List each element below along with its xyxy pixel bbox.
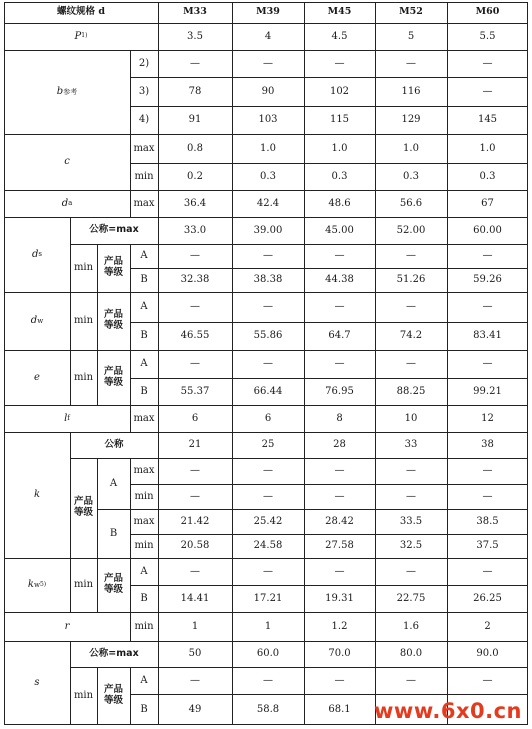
dw-a-value: — (263, 301, 273, 313)
table-rule (130, 292, 131, 350)
table-rule (130, 667, 131, 725)
ds-min-label: min (73, 262, 94, 274)
k-nominal-value: 38 (481, 439, 494, 451)
s-b-value: 58.8 (256, 703, 280, 715)
k-nominal-value: 33 (404, 439, 418, 451)
e-label-symbol: e (34, 371, 40, 383)
r-label (4, 612, 130, 641)
pitch-value: 4 (264, 30, 272, 42)
kw-a-value: — (406, 565, 416, 577)
e-grade-bottom: 等级 (103, 376, 123, 388)
table-rule (70, 292, 71, 350)
s-grade-b: B (140, 703, 148, 715)
table-rule (97, 667, 98, 725)
e-b-value: 55.37 (180, 385, 210, 397)
e-a-value: — (263, 358, 273, 370)
lf-label (4, 405, 130, 432)
c-min-value: 0.3 (260, 170, 276, 182)
s-a-value: — (406, 674, 416, 686)
e-a-value: — (406, 358, 416, 370)
ds-nominal-value: 33.0 (183, 224, 207, 236)
k-a-min-value: — (263, 490, 273, 502)
kw-grade-b: B (140, 592, 148, 604)
table-rule (70, 458, 528, 459)
b-length-value: 78 (188, 85, 202, 97)
table-rule (4, 23, 528, 24)
table-rule (97, 292, 98, 350)
table-rule (232, 2, 233, 725)
table-rule (4, 558, 528, 559)
table-rule (527, 2, 528, 725)
c-min-value: 0.3 (479, 170, 496, 182)
lf-label-symbol: l (64, 412, 68, 424)
table-rule (130, 77, 528, 78)
b-length-value: — (263, 57, 273, 69)
table-rule (4, 350, 528, 351)
site-watermark: www.6x0.cn (374, 699, 522, 723)
k-limit-label: max (133, 465, 155, 477)
k-grade-a: A (109, 477, 118, 489)
c-max-value: 0.8 (187, 142, 203, 154)
kw-a-value: — (334, 565, 345, 577)
ds-label-subscript: s (38, 250, 42, 259)
kw-grade (97, 558, 130, 612)
dw-a-value: — (334, 301, 345, 313)
k-label (4, 432, 70, 558)
dw-min-label: min (73, 315, 94, 327)
c-min-value: 0.3 (331, 170, 348, 182)
table-rule (4, 405, 528, 406)
b-length-value: — (482, 85, 493, 97)
lf-max-value: 6 (191, 412, 199, 424)
e-grade (97, 350, 130, 405)
da-max-value: 67 (481, 197, 494, 209)
ds-nominal-value: 45.00 (325, 224, 354, 236)
e-grade-b: B (140, 385, 148, 397)
pitch-value: 5 (407, 30, 415, 42)
lf-max-label: max (133, 412, 155, 424)
table-rule (70, 244, 528, 245)
r-min-value: 1.2 (331, 620, 348, 632)
s-nominal-value: 50 (188, 648, 202, 660)
k-b-max-value: 28.42 (325, 515, 354, 527)
ds-grade-bottom: 等级 (103, 267, 123, 278)
table-rule (130, 378, 528, 379)
k-b-max-value: 21.42 (180, 515, 210, 527)
table-rule (97, 244, 98, 292)
table-rule (70, 432, 71, 558)
k-a-max-value: — (190, 465, 200, 477)
table-rule (130, 190, 131, 217)
table-rule (130, 534, 528, 535)
s-a-value: — (334, 674, 345, 686)
kw-grade-top: 产品 (103, 573, 123, 585)
dw-grade-a: A (140, 301, 148, 313)
b-ref-label-symbol: b (56, 86, 64, 98)
bolt-dimension-table (4, 2, 528, 725)
ds-grade-top: 产品 (103, 256, 123, 268)
e-label (4, 350, 70, 405)
pitch-label-symbol: P (74, 30, 82, 42)
ds-grade-a: A (140, 250, 148, 262)
ds-a-value: — (482, 250, 493, 262)
pitch-label (4, 23, 158, 50)
dw-b-value: 83.41 (473, 330, 502, 342)
ds-nominal-value: 39.00 (253, 224, 283, 236)
ds-b-value: 32.38 (180, 274, 210, 286)
s-nominal-value: 80.0 (399, 648, 423, 660)
e-a-value: — (482, 358, 493, 370)
r-label-symbol: r (64, 620, 70, 632)
kw-min-label: min (73, 579, 94, 591)
table-rule (130, 405, 131, 432)
kw-b-value: 22.75 (396, 592, 426, 604)
dw-b-value: 64.7 (328, 330, 351, 342)
da-max-value: 56.6 (399, 197, 423, 209)
pitch-value: 3.5 (187, 30, 203, 42)
b-length-value: 102 (329, 85, 350, 97)
table-rule (97, 558, 98, 612)
table-rule (130, 484, 528, 485)
pitch-label-footnote: 1) (81, 32, 88, 40)
table-rule (97, 509, 528, 510)
ds-nominal-value: 60.00 (473, 224, 502, 236)
table-rule (130, 322, 528, 323)
da-label-symbol: d (61, 197, 69, 209)
thread-size-heading: M45 (327, 6, 352, 18)
dw-a-value: — (406, 301, 416, 313)
thread-size-heading: M60 (475, 6, 500, 18)
e-a-value: — (190, 358, 200, 370)
k-b-min-value: 32.5 (399, 540, 423, 552)
e-min-label: min (73, 371, 94, 383)
table-rule (4, 217, 528, 218)
dw-a-value: — (482, 301, 493, 313)
ds-nominal-label: 公称=max (89, 224, 139, 236)
b-condition: 2) (138, 57, 150, 69)
k-grade-bottom: 等级 (73, 507, 93, 518)
ds-a-value: — (263, 250, 273, 262)
table-rule (158, 2, 159, 725)
s-grade-a: A (140, 674, 148, 686)
ds-b-value: 51.26 (396, 274, 426, 286)
ds-a-value: — (190, 250, 200, 262)
k-nominal-value: 28 (333, 439, 346, 451)
r-min-value: 1 (264, 620, 272, 632)
kw-grade-a: A (140, 565, 148, 577)
r-min-value: 1.6 (403, 620, 419, 632)
table-rule (130, 244, 131, 292)
e-b-value: 88.25 (396, 385, 426, 397)
k-a-min-value: — (190, 490, 200, 502)
table-rule (130, 558, 131, 612)
table-rule (130, 612, 131, 641)
ds-a-value: — (406, 250, 416, 262)
k-grade-top: 产品 (73, 496, 93, 508)
table-rule (70, 217, 71, 292)
table-rule (70, 350, 71, 405)
k-a-max-value: — (406, 465, 416, 477)
pitch-value: 4.5 (331, 30, 348, 42)
pitch-value: 5.5 (479, 30, 496, 42)
kw-a-value: — (190, 565, 200, 577)
r-min-value: 1 (191, 620, 199, 632)
table-rule (97, 350, 98, 405)
k-b-max-value: 38.5 (476, 515, 499, 527)
c-min-value: 0.2 (187, 170, 203, 182)
dw-grade-b: B (140, 330, 148, 342)
s-nominal-value: 70.0 (328, 648, 351, 660)
k-a-min-value: — (406, 490, 416, 502)
kw-label (4, 558, 70, 612)
b-length-value: 90 (261, 85, 275, 97)
table-rule (4, 724, 528, 725)
dw-grade-bottom: 等级 (103, 320, 123, 331)
table-rule (4, 641, 528, 642)
s-grade-bottom: 等级 (103, 695, 123, 706)
lf-max-value: 12 (481, 412, 494, 424)
b-length-value: 103 (258, 114, 278, 126)
b-length-value: — (334, 57, 345, 69)
table-rule (70, 667, 528, 668)
k-b-max-value: 33.5 (399, 515, 423, 527)
kw-a-value: — (482, 565, 493, 577)
k-b-max-value: 25.42 (253, 515, 283, 527)
ds-grade-b: B (140, 274, 148, 286)
table-rule (130, 134, 131, 190)
kw-b-value: 14.41 (180, 592, 210, 604)
b-length-value: — (482, 57, 493, 69)
dw-grade-top: 产品 (103, 309, 123, 321)
c-max-value: 1.0 (331, 142, 348, 154)
s-nominal-value: 90.0 (476, 648, 499, 660)
k-a-min-value: — (334, 490, 345, 502)
lf-label-subscript: f (67, 414, 70, 423)
k-nominal-value: 25 (261, 439, 275, 451)
c-min-label: min (134, 170, 154, 182)
k-a-max-value: — (263, 465, 273, 477)
dw-b-value: 46.55 (180, 330, 210, 342)
b-length-value: 116 (401, 85, 421, 97)
k-a-max-value: — (482, 465, 493, 477)
k-nominal-label: 公称 (104, 438, 124, 450)
ds-b-value: 38.38 (253, 274, 283, 286)
e-b-value: 99.21 (473, 385, 502, 397)
k-a-min-value: — (482, 490, 493, 502)
table-rule (130, 350, 131, 405)
s-a-value: — (190, 674, 200, 686)
b-length-value: 129 (401, 114, 421, 126)
b-ref-label-subscript: 参考 (63, 87, 78, 96)
kw-b-value: 26.25 (473, 592, 502, 604)
table-rule (304, 2, 305, 725)
dw-b-value: 55.86 (253, 330, 283, 342)
b-ref-label (4, 50, 130, 134)
table-rule (70, 558, 71, 612)
e-b-value: 66.44 (253, 385, 283, 397)
dw-grade (97, 292, 130, 350)
kw-label-symbol: k (27, 579, 34, 591)
s-a-value: — (482, 674, 493, 686)
thread-size-label: 螺纹规格 d (57, 6, 105, 18)
table-rule (130, 163, 528, 164)
da-max-value: 42.4 (256, 197, 280, 209)
table-rule (447, 2, 448, 725)
s-b-value: 68.1 (328, 703, 351, 715)
k-limit-label: min (134, 490, 154, 502)
thread-size-heading: M52 (399, 6, 423, 18)
table-rule (4, 134, 528, 135)
k-grade-b: B (109, 527, 118, 539)
table-rule (70, 641, 71, 725)
c-max-value: 1.0 (260, 142, 276, 154)
lf-max-value: 6 (264, 412, 272, 424)
e-a-value: — (334, 358, 345, 370)
ds-a-value: — (334, 250, 345, 262)
c-max-value: 1.0 (479, 142, 496, 154)
s-grade-top: 产品 (103, 684, 123, 696)
table-rule (130, 268, 528, 269)
k-limit-label: min (134, 540, 154, 552)
c-max-label: max (133, 142, 155, 154)
table-rule (4, 292, 528, 293)
s-a-value: — (263, 674, 273, 686)
ds-label (4, 217, 70, 292)
table-rule (4, 2, 528, 3)
table-rule (130, 106, 528, 107)
s-nominal-value: 60.0 (256, 648, 280, 660)
b-length-value: — (406, 57, 416, 69)
k-nominal-value: 21 (188, 439, 202, 451)
k-grade (70, 458, 97, 558)
b-length-value: 145 (477, 114, 498, 126)
k-b-min-value: 37.5 (476, 540, 499, 552)
table-rule (4, 50, 528, 51)
e-b-value: 76.95 (325, 385, 354, 397)
table-rule (97, 458, 98, 558)
table-rule (4, 612, 528, 613)
s-b-value: 49 (188, 703, 202, 715)
table-rule (130, 458, 131, 558)
b-length-value: — (190, 57, 200, 69)
table-rule (130, 585, 528, 586)
e-grade-a: A (140, 358, 148, 370)
table-rule (4, 190, 528, 191)
kw-a-value: — (263, 565, 273, 577)
s-grade (97, 667, 130, 725)
k-label-symbol: k (33, 489, 41, 501)
ds-label-symbol: d (32, 248, 39, 260)
da-max-label: max (133, 197, 155, 209)
s-nominal-label: 公称=max (89, 647, 139, 659)
dw-label (4, 292, 70, 350)
table-rule (4, 432, 528, 433)
b-length-value: 91 (188, 114, 202, 126)
r-min-label: min (134, 620, 154, 632)
table-rule (130, 694, 528, 695)
ds-grade (97, 244, 130, 292)
b-condition: 3) (138, 85, 150, 97)
thread-size-heading: M39 (256, 6, 280, 18)
kw-b-value: 19.31 (325, 592, 354, 604)
b-condition: 4) (138, 114, 150, 126)
ds-b-value: 44.38 (325, 274, 354, 286)
c-label (4, 134, 130, 190)
b-length-value: 115 (329, 114, 350, 126)
e-grade-top: 产品 (103, 365, 123, 377)
dw-label-subscript: w (37, 316, 44, 325)
k-b-min-value: 27.58 (325, 540, 354, 552)
k-a-max-value: — (334, 465, 345, 477)
da-label (4, 190, 130, 217)
dw-a-value: — (190, 301, 200, 313)
kw-b-value: 17.21 (253, 592, 283, 604)
table-rule (375, 2, 376, 725)
k-limit-label: max (133, 515, 155, 527)
k-b-min-value: 20.58 (180, 540, 210, 552)
c-min-value: 0.3 (403, 170, 419, 182)
lf-max-value: 8 (336, 412, 343, 424)
thread-size-heading: M33 (183, 6, 207, 18)
table-rule (130, 50, 131, 134)
dw-b-value: 74.2 (399, 330, 423, 342)
kw-label-footnote: 5) (39, 580, 47, 588)
k-b-min-value: 24.58 (253, 540, 283, 552)
c-max-value: 1.0 (403, 142, 419, 154)
da-max-value: 36.4 (183, 197, 207, 209)
lf-max-value: 10 (404, 412, 418, 424)
table-rule (4, 2, 5, 725)
da-max-value: 48.6 (328, 197, 351, 209)
dw-label-symbol: d (30, 315, 38, 327)
kw-label-subscript: w (33, 580, 40, 589)
da-label-subscript: a (68, 199, 73, 208)
ds-b-value: 59.26 (473, 274, 502, 286)
s-label-symbol: s (34, 677, 40, 689)
s-min-label: min (73, 690, 94, 702)
kw-grade-bottom: 等级 (103, 584, 123, 595)
ds-nominal-value: 52.00 (396, 224, 426, 236)
c-label-symbol: c (64, 156, 70, 168)
r-min-value: 2 (484, 620, 491, 632)
s-label (4, 641, 70, 725)
